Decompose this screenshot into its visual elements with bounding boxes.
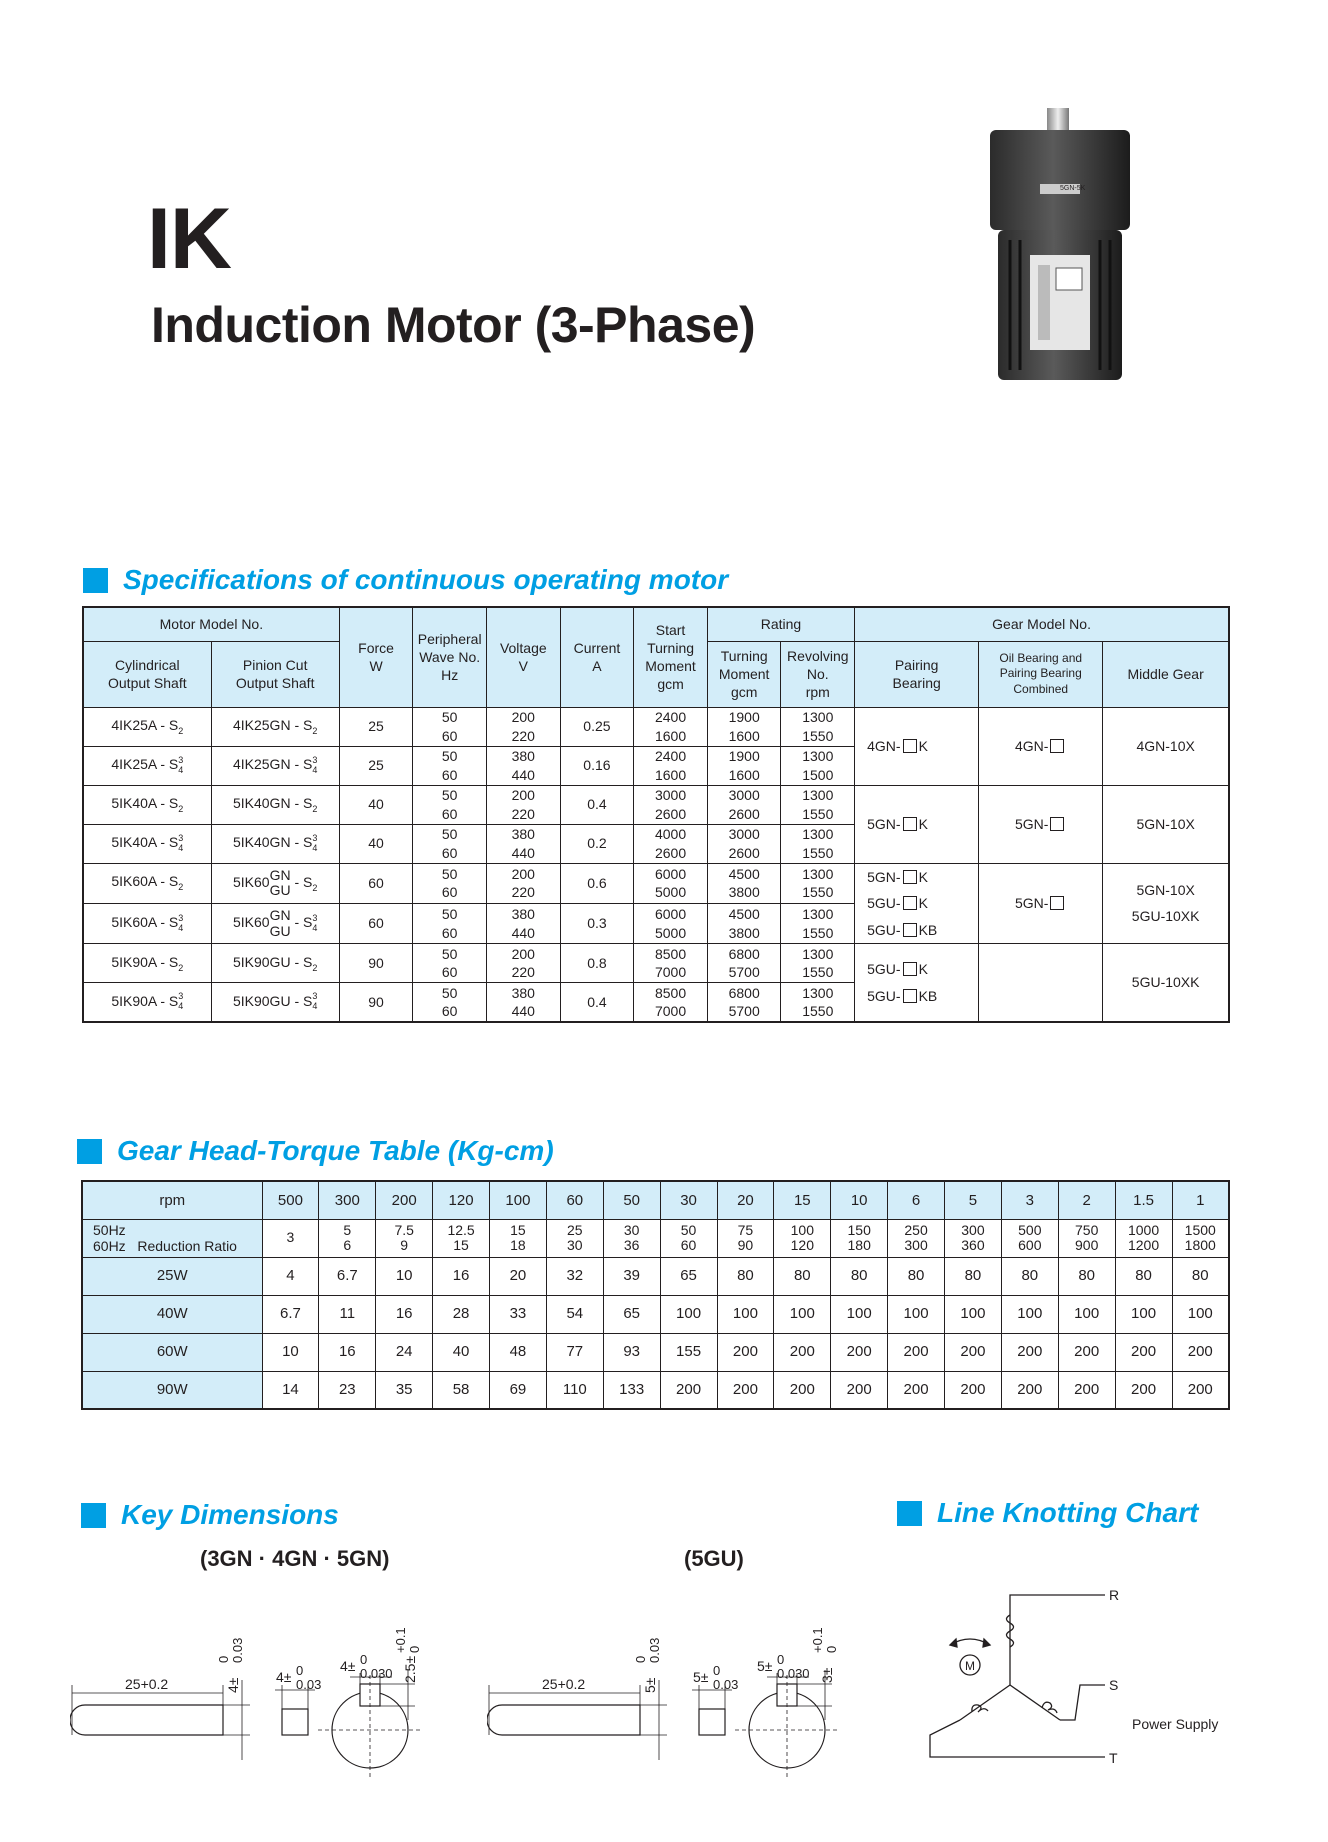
svg-text:0: 0 bbox=[777, 1652, 785, 1667]
label-s: S bbox=[1109, 1677, 1119, 1693]
voltage: 200 220 bbox=[486, 785, 560, 824]
rpm-value: 1 bbox=[1172, 1181, 1229, 1219]
cylindrical-model: 5IK40A - S3 4 bbox=[83, 824, 211, 863]
rpm-value: 20 bbox=[717, 1181, 774, 1219]
svg-text:0: 0 bbox=[360, 1652, 368, 1667]
revolving: 1300 1550 bbox=[781, 903, 855, 943]
torque-value: 10 bbox=[376, 1257, 433, 1295]
start-moment: 6000 5000 bbox=[634, 863, 708, 903]
rpm-value: 2 bbox=[1058, 1181, 1115, 1219]
torque-value: 200 bbox=[888, 1371, 945, 1409]
ratio-value: 5 6 bbox=[319, 1219, 376, 1257]
keyway bbox=[777, 1684, 797, 1706]
header-start-moment: Start Turning Moment gcm bbox=[634, 607, 708, 707]
header-gear-model: Gear Model No. bbox=[855, 607, 1229, 641]
svg-text:0: 0 bbox=[407, 1645, 422, 1653]
width-dim: 4± bbox=[276, 1669, 292, 1685]
height-dim bbox=[633, 1638, 662, 1693]
keyway bbox=[360, 1684, 380, 1706]
torque-value: 65 bbox=[603, 1295, 660, 1333]
torque-value: 100 bbox=[774, 1295, 831, 1333]
label-r: R bbox=[1109, 1587, 1120, 1603]
torque-value: 11 bbox=[319, 1295, 376, 1333]
start-moment: 6000 5000 bbox=[634, 903, 708, 943]
torque-value: 80 bbox=[1058, 1257, 1115, 1295]
wave: 50 60 bbox=[413, 983, 487, 1022]
ratio-value: 12.5 15 bbox=[433, 1219, 490, 1257]
ratio-value: 1500 1800 bbox=[1172, 1219, 1229, 1257]
torque-value: 100 bbox=[717, 1295, 774, 1333]
blank-box bbox=[903, 870, 917, 884]
torque-value: 24 bbox=[376, 1333, 433, 1371]
ratio-value: 15 18 bbox=[490, 1219, 547, 1257]
spec-row bbox=[83, 707, 1229, 746]
ratio-value: 500 600 bbox=[1001, 1219, 1058, 1257]
watt-label: 90W bbox=[82, 1371, 262, 1409]
torque-value: 200 bbox=[774, 1333, 831, 1371]
pinion-model: 4IK25GN - S3 4 bbox=[211, 746, 339, 785]
torque-value: 100 bbox=[945, 1295, 1002, 1333]
line-knotting-chart bbox=[920, 1585, 1240, 1770]
torque-value: 16 bbox=[376, 1295, 433, 1333]
torque-value: 200 bbox=[1058, 1371, 1115, 1409]
torque-value: 200 bbox=[774, 1371, 831, 1409]
header-force: Force W bbox=[339, 607, 413, 707]
page-title: Induction Motor (3-Phase) bbox=[151, 297, 756, 353]
torque-value: 200 bbox=[831, 1333, 888, 1371]
ratio-value: 100 120 bbox=[774, 1219, 831, 1257]
current: 0.25 bbox=[560, 707, 634, 746]
key-side-view bbox=[487, 1705, 640, 1735]
rpm-value: 3 bbox=[1001, 1181, 1058, 1219]
torque-value: 200 bbox=[1172, 1333, 1229, 1371]
revolving: 1300 1550 bbox=[781, 944, 855, 983]
torque-value: 20 bbox=[490, 1257, 547, 1295]
torque-value: 133 bbox=[603, 1371, 660, 1409]
blank-box bbox=[1050, 896, 1064, 910]
gu-label: (5GU) bbox=[684, 1546, 744, 1571]
voltage: 380 440 bbox=[486, 746, 560, 785]
current: 0.4 bbox=[560, 785, 634, 824]
torque-value: 200 bbox=[945, 1333, 1002, 1371]
cylindrical-model: $4IK25A - S_2$ bbox=[83, 707, 211, 746]
spec-row bbox=[83, 944, 1229, 983]
torque-value: 200 bbox=[1172, 1371, 1229, 1409]
force: 25 bbox=[339, 746, 413, 785]
force: 90 bbox=[339, 983, 413, 1022]
svg-text:0.03: 0.03 bbox=[230, 1637, 245, 1663]
ratio-value: 750 900 bbox=[1058, 1219, 1115, 1257]
torque-value: 80 bbox=[888, 1257, 945, 1295]
turning-moment: 3000 2600 bbox=[707, 785, 781, 824]
torque-value: 100 bbox=[1172, 1295, 1229, 1333]
wave: 50 60 bbox=[413, 785, 487, 824]
length-dim: 25+0.2 bbox=[542, 1676, 586, 1692]
svg-text:+0.1: +0.1 bbox=[393, 1627, 408, 1653]
pairing-bearing: 5GN- K 5GU- K 5GU- KB bbox=[855, 863, 979, 944]
turning-moment: 4500 3800 bbox=[707, 863, 781, 903]
depth-dim bbox=[810, 1627, 839, 1683]
svg-text:0: 0 bbox=[713, 1663, 721, 1678]
blank-box bbox=[903, 896, 917, 910]
torque-value: 80 bbox=[945, 1257, 1002, 1295]
rpm-value: 5 bbox=[945, 1181, 1002, 1219]
header-rating: Rating bbox=[707, 607, 854, 641]
wave: 50 60 bbox=[413, 903, 487, 943]
start-moment: 4000 2600 bbox=[634, 824, 708, 863]
oil-bearing: 5GN- bbox=[979, 863, 1103, 944]
pinion-model: 5IK40GN - S3 4 bbox=[211, 824, 339, 863]
product-label: 5GN-5K bbox=[1060, 185, 1086, 192]
svg-text:0: 0 bbox=[824, 1645, 839, 1653]
spec-row bbox=[83, 863, 1229, 903]
dimension-drawing-gu bbox=[487, 1585, 907, 1785]
torque-value: 93 bbox=[603, 1333, 660, 1371]
voltage: 380 440 bbox=[486, 903, 560, 943]
svg-text:0: 0 bbox=[296, 1663, 304, 1678]
pairing-bearing: 5GN- K bbox=[855, 785, 979, 863]
svg-text:0: 0 bbox=[633, 1655, 648, 1663]
depth-dim bbox=[393, 1627, 422, 1683]
header-current: Current A bbox=[560, 607, 634, 707]
torque-value: 155 bbox=[660, 1333, 717, 1371]
current: 0.8 bbox=[560, 944, 634, 983]
header-cylindrical: Cylindrical Output Shaft bbox=[83, 641, 211, 707]
key-section bbox=[699, 1709, 725, 1735]
wave: 50 60 bbox=[413, 824, 487, 863]
torque-value: 200 bbox=[1115, 1333, 1172, 1371]
knotting-heading: Line Knotting Chart bbox=[897, 1499, 1198, 1527]
svg-text:0.030: 0.030 bbox=[777, 1666, 810, 1681]
torque-row bbox=[82, 1295, 1229, 1333]
torque-value: 110 bbox=[546, 1371, 603, 1409]
header-middle-gear: Middle Gear bbox=[1103, 641, 1229, 707]
cylindrical-model: 4IK25A - S3 4 bbox=[83, 746, 211, 785]
dimensions-heading: Key Dimensions bbox=[81, 1501, 339, 1529]
turning-moment: 6800 5700 bbox=[707, 983, 781, 1022]
current: 0.6 bbox=[560, 863, 634, 903]
blank-box bbox=[1050, 739, 1064, 753]
ratio-value: 75 90 bbox=[717, 1219, 774, 1257]
torque-row bbox=[82, 1257, 1229, 1295]
label-power-supply: Power Supply bbox=[1132, 1716, 1219, 1732]
torque-value: 80 bbox=[1115, 1257, 1172, 1295]
spec-heading: Specifications of continuous operating motor bbox=[83, 566, 728, 594]
pinion-model: 5IK90GU - S3 4 bbox=[211, 983, 339, 1022]
svg-text:0.03: 0.03 bbox=[713, 1677, 739, 1692]
oil-bearing: 4GN- bbox=[979, 707, 1103, 785]
pinion-model: $4IK25GN - S_2$ bbox=[211, 707, 339, 746]
torque-value: 100 bbox=[1001, 1295, 1058, 1333]
blank-box bbox=[903, 817, 917, 831]
turning-moment: 1900 1600 bbox=[707, 746, 781, 785]
torque-value: 200 bbox=[1001, 1333, 1058, 1371]
width-dim: 5± bbox=[693, 1669, 709, 1685]
voltage: 200 220 bbox=[486, 863, 560, 903]
start-moment: 8500 7000 bbox=[634, 983, 708, 1022]
watt-label: 25W bbox=[82, 1257, 262, 1295]
svg-text:0: 0 bbox=[216, 1655, 231, 1663]
torque-heading: Gear Head-Torque Table (Kg-cm) bbox=[77, 1137, 554, 1165]
torque-value: 100 bbox=[831, 1295, 888, 1333]
cylindrical-model: $5IK90A - S_2$ bbox=[83, 944, 211, 983]
header-voltage: Voltage V bbox=[486, 607, 560, 707]
wave: 50 60 bbox=[413, 746, 487, 785]
rpm-value: 120 bbox=[433, 1181, 490, 1219]
rpm-value: 50 bbox=[603, 1181, 660, 1219]
revolving: 1300 1550 bbox=[781, 983, 855, 1022]
ratio-value: 3 bbox=[262, 1219, 319, 1257]
length-dim: 25+0.2 bbox=[125, 1676, 169, 1692]
torque-value: 16 bbox=[319, 1333, 376, 1371]
torque-row bbox=[82, 1371, 1229, 1409]
torque-value: 200 bbox=[1058, 1333, 1115, 1371]
middle-gear: 4GN-10X bbox=[1103, 707, 1229, 785]
keyway-dim: 4± bbox=[340, 1658, 356, 1674]
current: 0.2 bbox=[560, 824, 634, 863]
torque-value: 200 bbox=[888, 1333, 945, 1371]
turning-moment: 6800 5700 bbox=[707, 944, 781, 983]
svg-text:+0.1: +0.1 bbox=[810, 1627, 825, 1653]
series-title: IK bbox=[147, 191, 231, 287]
torque-value: 35 bbox=[376, 1371, 433, 1409]
oil-bearing: 5GN- bbox=[979, 785, 1103, 863]
torque-value: 32 bbox=[546, 1257, 603, 1295]
torque-value: 6.7 bbox=[319, 1257, 376, 1295]
torque-value: 4 bbox=[262, 1257, 319, 1295]
key-section bbox=[282, 1709, 308, 1735]
torque-value: 77 bbox=[546, 1333, 603, 1371]
header-pairing: Pairing Bearing bbox=[855, 641, 979, 707]
ratio-value: 300 360 bbox=[945, 1219, 1002, 1257]
torque-value: 40 bbox=[433, 1333, 490, 1371]
rpm-value: 300 bbox=[319, 1181, 376, 1219]
start-moment: 2400 1600 bbox=[634, 746, 708, 785]
torque-value: 80 bbox=[1001, 1257, 1058, 1295]
force: 40 bbox=[339, 785, 413, 824]
cylindrical-model: 5IK90A - S3 4 bbox=[83, 983, 211, 1022]
middle-gear: 5GN-10X 5GU-10XK bbox=[1103, 863, 1229, 944]
force: 40 bbox=[339, 824, 413, 863]
line-t bbox=[930, 1720, 1105, 1757]
rpm-value: 60 bbox=[546, 1181, 603, 1219]
rpm-value: 200 bbox=[376, 1181, 433, 1219]
motor-photo bbox=[990, 100, 1130, 390]
start-moment: 3000 2600 bbox=[634, 785, 708, 824]
torque-table bbox=[81, 1180, 1230, 1410]
cylindrical-model: $5IK60A - S_2$ bbox=[83, 863, 211, 903]
ratio-value: 30 36 bbox=[603, 1219, 660, 1257]
pinion-model: 5IK60GN GU - $S_2$ bbox=[211, 863, 339, 903]
torque-value: 200 bbox=[717, 1333, 774, 1371]
torque-value: 10 bbox=[262, 1333, 319, 1371]
torque-value: 14 bbox=[262, 1371, 319, 1409]
blank-box bbox=[903, 962, 917, 976]
force: 60 bbox=[339, 863, 413, 903]
force: 25 bbox=[339, 707, 413, 746]
spec-table bbox=[82, 606, 1230, 1023]
blank-box bbox=[903, 989, 917, 1003]
torque-value: 100 bbox=[660, 1295, 717, 1333]
ratio-value: 25 30 bbox=[546, 1219, 603, 1257]
keyway-dim: 5± bbox=[757, 1658, 773, 1674]
cylindrical-model: $5IK40A - S_2$ bbox=[83, 785, 211, 824]
revolving: 1300 1550 bbox=[781, 863, 855, 903]
rpm-value: 15 bbox=[774, 1181, 831, 1219]
turning-moment: 1900 1600 bbox=[707, 707, 781, 746]
start-moment: 8500 7000 bbox=[634, 944, 708, 983]
current: 0.3 bbox=[560, 903, 634, 943]
torque-value: 100 bbox=[1058, 1295, 1115, 1333]
middle-gear: 5GN-10X bbox=[1103, 785, 1229, 863]
svg-text:5±: 5± bbox=[642, 1677, 658, 1693]
current: 0.16 bbox=[560, 746, 634, 785]
turning-moment: 3000 2600 bbox=[707, 824, 781, 863]
blank-box bbox=[1050, 817, 1064, 831]
voltage: 380 440 bbox=[486, 983, 560, 1022]
torque-value: 23 bbox=[319, 1371, 376, 1409]
header-revolving: Revolving No. rpm bbox=[781, 641, 855, 707]
svg-text:4±: 4± bbox=[225, 1677, 241, 1693]
wave: 50 60 bbox=[413, 707, 487, 746]
rpm-value: 1.5 bbox=[1115, 1181, 1172, 1219]
watt-label: 60W bbox=[82, 1333, 262, 1371]
header-turning-moment: Turning Moment gcm bbox=[707, 641, 781, 707]
current: 0.4 bbox=[560, 983, 634, 1022]
header-oil-bearing: Oil Bearing and Pairing Bearing Combined bbox=[979, 641, 1103, 707]
torque-value: 58 bbox=[433, 1371, 490, 1409]
key-side-view bbox=[70, 1705, 223, 1735]
middle-gear: 5GU-10XK bbox=[1103, 944, 1229, 1022]
ratio-label: 50Hz 60Hz Reduction Ratio bbox=[82, 1219, 262, 1257]
torque-value: 80 bbox=[774, 1257, 831, 1295]
torque-value: 100 bbox=[888, 1295, 945, 1333]
header-wave: Peripheral Wave No. Hz bbox=[413, 607, 487, 707]
force: 90 bbox=[339, 944, 413, 983]
svg-text:2.5±: 2.5± bbox=[402, 1655, 418, 1683]
torque-value: 80 bbox=[831, 1257, 888, 1295]
ratio-value: 7.5 9 bbox=[376, 1219, 433, 1257]
rpm-label: rpm bbox=[82, 1181, 262, 1219]
torque-value: 28 bbox=[433, 1295, 490, 1333]
spec-row bbox=[83, 785, 1229, 824]
svg-text:3±: 3± bbox=[819, 1667, 835, 1683]
ratio-value: 50 60 bbox=[660, 1219, 717, 1257]
torque-value: 100 bbox=[1115, 1295, 1172, 1333]
turning-moment: 4500 3800 bbox=[707, 903, 781, 943]
cylindrical-model: 5IK60A - S3 4 bbox=[83, 903, 211, 943]
pinion-model: $5IK90GU - S_2$ bbox=[211, 944, 339, 983]
gear-head bbox=[990, 130, 1130, 230]
coil-right bbox=[1042, 1702, 1057, 1713]
pinion-model: 5IK60GN GU - S3 4 bbox=[211, 903, 339, 943]
torque-value: 80 bbox=[1172, 1257, 1229, 1295]
torque-value: 65 bbox=[660, 1257, 717, 1295]
rpm-value: 100 bbox=[490, 1181, 547, 1219]
rpm-value: 10 bbox=[831, 1181, 888, 1219]
torque-value: 39 bbox=[603, 1257, 660, 1295]
torque-row bbox=[82, 1333, 1229, 1371]
dimension-drawing-gn bbox=[70, 1585, 490, 1785]
wave: 50 60 bbox=[413, 944, 487, 983]
ratio-value: 1000 1200 bbox=[1115, 1219, 1172, 1257]
line-r bbox=[1010, 1595, 1105, 1605]
torque-value: 200 bbox=[831, 1371, 888, 1409]
coil-left bbox=[972, 1705, 988, 1712]
label-m: M bbox=[965, 1659, 975, 1673]
force: 60 bbox=[339, 903, 413, 943]
rpm-value: 500 bbox=[262, 1181, 319, 1219]
wave: 50 60 bbox=[413, 863, 487, 903]
ratio-value: 250 300 bbox=[888, 1219, 945, 1257]
svg-text:0.03: 0.03 bbox=[296, 1677, 322, 1692]
torque-value: 200 bbox=[717, 1371, 774, 1409]
torque-value: 200 bbox=[660, 1371, 717, 1409]
oil-bearing bbox=[979, 944, 1103, 1022]
label-t: T bbox=[1109, 1750, 1118, 1766]
header-motor-model: Motor Model No. bbox=[83, 607, 339, 641]
header-pinion: Pinion Cut Output Shaft bbox=[211, 641, 339, 707]
torque-value: 48 bbox=[490, 1333, 547, 1371]
svg-text:0.030: 0.030 bbox=[360, 1666, 393, 1681]
blank-box bbox=[903, 739, 917, 753]
torque-value: 200 bbox=[1001, 1371, 1058, 1409]
torque-value: 54 bbox=[546, 1295, 603, 1333]
line-s bbox=[1060, 1685, 1105, 1720]
torque-value: 80 bbox=[717, 1257, 774, 1295]
pairing-bearing: 5GU- K 5GU- KB bbox=[855, 944, 979, 1022]
revolving: 1300 1550 bbox=[781, 785, 855, 824]
torque-value: 16 bbox=[433, 1257, 490, 1295]
revolving: 1300 1550 bbox=[781, 707, 855, 746]
pairing-bearing: 4GN- K bbox=[855, 707, 979, 785]
voltage: 200 220 bbox=[486, 707, 560, 746]
pinion-model: $5IK40GN - S_2$ bbox=[211, 785, 339, 824]
svg-text:0.03: 0.03 bbox=[647, 1637, 662, 1663]
torque-value: 33 bbox=[490, 1295, 547, 1333]
height-dim bbox=[216, 1638, 245, 1693]
torque-value: 69 bbox=[490, 1371, 547, 1409]
revolving: 1300 1500 bbox=[781, 746, 855, 785]
rpm-value: 30 bbox=[660, 1181, 717, 1219]
voltage: 200 220 bbox=[486, 944, 560, 983]
start-moment: 2400 1600 bbox=[634, 707, 708, 746]
torque-value: 6.7 bbox=[262, 1295, 319, 1333]
torque-value: 200 bbox=[1115, 1371, 1172, 1409]
torque-value: 200 bbox=[945, 1371, 1002, 1409]
voltage: 380 440 bbox=[486, 824, 560, 863]
revolving: 1300 1550 bbox=[781, 824, 855, 863]
rpm-value: 6 bbox=[888, 1181, 945, 1219]
blank-box bbox=[903, 923, 917, 937]
ratio-value: 150 180 bbox=[831, 1219, 888, 1257]
watt-label: 40W bbox=[82, 1295, 262, 1333]
gn-label: (3GN · 4GN · 5GN) bbox=[200, 1546, 390, 1571]
